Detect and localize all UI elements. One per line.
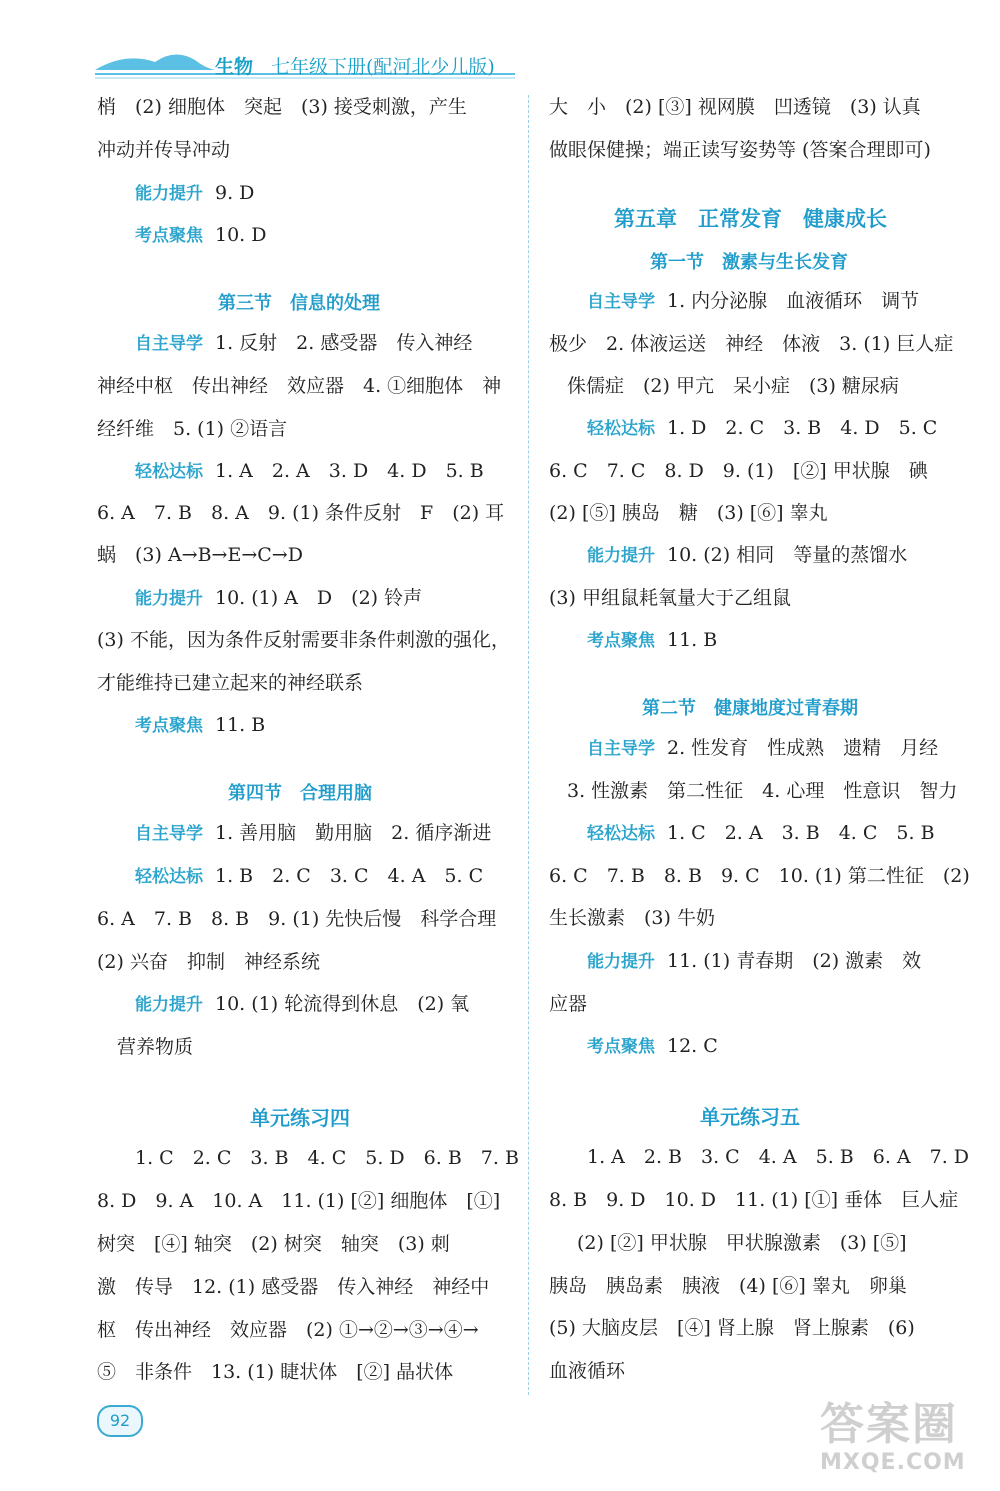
column-divider bbox=[528, 95, 529, 1395]
answer-line bbox=[135, 181, 254, 206]
text-line: 激 传导 12. (1) 感受器 传入神经 神经中 bbox=[97, 1276, 490, 1298]
section-heading: 第三节 信息的处理 bbox=[218, 293, 380, 314]
watermark-logo bbox=[820, 1400, 985, 1488]
answer-text: 1. 善用脑 勤用脑 2. 循序渐进 bbox=[215, 822, 492, 844]
answer-text: 1. B 2. C 3. C 4. A 5. C bbox=[215, 865, 484, 887]
text-line: ⑤ 非条件 13. (1) 睫状体 [②] 晶状体 bbox=[97, 1361, 454, 1383]
section-tag: 轻松达标 bbox=[135, 867, 203, 887]
page-number: 92 bbox=[97, 1405, 143, 1437]
text-line: (2) [②] 甲状腺 甲状腺激素 (3) [⑤] bbox=[577, 1232, 907, 1254]
answer-line bbox=[587, 821, 935, 846]
answer-line bbox=[135, 864, 483, 889]
section-heading: 第四节 合理用脑 bbox=[228, 783, 372, 804]
text-line: 8. D 9. A 10. A 11. (1) [②] 细胞体 [①] bbox=[97, 1190, 501, 1212]
text-line: 神经中枢 传出神经 效应器 4. ①细胞体 神 bbox=[97, 375, 502, 397]
answer-line bbox=[587, 416, 937, 441]
section-tag: 考点聚焦 bbox=[135, 716, 203, 736]
section-tag: 自主导学 bbox=[587, 292, 655, 312]
text-line: 大 小 (2) [③] 视网膜 凹透镜 (3) 认真 bbox=[549, 96, 921, 118]
text-line: 8. B 9. D 10. D 11. (1) [①] 垂体 巨人症 bbox=[549, 1189, 959, 1211]
text-line: (3) 不能，因为条件反射需要非条件刺激的强化， bbox=[97, 629, 510, 651]
text-line: 经纤维 5. (1) ②语言 bbox=[97, 418, 288, 440]
unit-heading: 单元练习四 bbox=[250, 1106, 350, 1130]
text-line: 冲动并传导冲动 bbox=[97, 139, 231, 161]
text-line: 侏儒症 (2) 甲亢 呆小症 (3) 糖尿病 bbox=[567, 375, 899, 397]
answer-line bbox=[587, 1034, 718, 1059]
chapter-heading: 第五章 正常发育 健康成长 bbox=[614, 207, 887, 231]
running-header bbox=[95, 40, 515, 85]
section-tag: 自主导学 bbox=[587, 739, 655, 759]
answer-line bbox=[587, 289, 919, 314]
text-line: 蜗 (3) A→B→E→C→D bbox=[97, 544, 303, 566]
text-line: 梢 (2) 细胞体 突起 (3) 接受刺激，产生 bbox=[97, 96, 467, 118]
section-tag: 能力提升 bbox=[587, 546, 655, 566]
text-line: 血液循环 bbox=[549, 1360, 626, 1382]
text-line: 6. C 7. B 8. B 9. C 10. (1) 第二性征 (2) bbox=[549, 865, 970, 887]
text-line: (3) 甲组鼠耗氧量大于乙组鼠 bbox=[549, 587, 791, 609]
text-line: (2) [⑤] 胰岛 糖 (3) [⑥] 睾丸 bbox=[549, 502, 828, 524]
header-edition: 七年级下册(配河北少儿版) bbox=[271, 56, 495, 78]
answer-line bbox=[135, 821, 491, 846]
text-line: 应器 bbox=[549, 993, 588, 1015]
answer-line bbox=[587, 543, 907, 568]
section-tag: 轻松达标 bbox=[587, 419, 655, 439]
text-line: (2) 兴奋 抑制 神经系统 bbox=[97, 951, 320, 973]
answer-text: 10. (2) 相同 等量的蒸馏水 bbox=[667, 544, 908, 566]
answer-text: 10. (1) 轮流得到休息 (2) 氧 bbox=[215, 993, 470, 1015]
watermark-bottom: MXQE.COM bbox=[820, 1450, 966, 1475]
answer-line bbox=[587, 949, 921, 974]
text-line: (5) 大脑皮层 [④] 肾上腺 肾上腺素 (6) bbox=[549, 1317, 915, 1339]
answer-text: 10. D bbox=[215, 224, 267, 246]
text-line: 6. C 7. C 8. D 9. (1) [②] 甲状腺 碘 bbox=[549, 460, 928, 482]
text-line: 1. C 2. C 3. B 4. C 5. D 6. B 7. B bbox=[135, 1147, 519, 1169]
section-heading: 第二节 健康地度过青春期 bbox=[642, 698, 858, 719]
answer-text: 1. 反射 2. 感受器 传入神经 bbox=[215, 332, 473, 354]
section-tag: 能力提升 bbox=[135, 589, 203, 609]
answer-text: 9. D bbox=[215, 182, 255, 204]
text-line: 营养物质 bbox=[117, 1036, 194, 1058]
answer-line bbox=[135, 586, 422, 611]
section-tag: 轻松达标 bbox=[587, 824, 655, 844]
section-heading: 第一节 激素与生长发育 bbox=[650, 252, 848, 273]
text-line: 做眼保健操；端正读写姿势等 (答案合理即可) bbox=[549, 139, 931, 161]
answer-line bbox=[587, 736, 938, 761]
section-tag: 能力提升 bbox=[135, 995, 203, 1015]
answer-line bbox=[135, 223, 267, 248]
unit-heading: 单元练习五 bbox=[700, 1105, 800, 1129]
answer-line bbox=[135, 992, 469, 1017]
section-tag: 能力提升 bbox=[135, 184, 203, 204]
text-line: 6. A 7. B 8. B 9. (1) 先快后慢 科学合理 bbox=[97, 908, 497, 930]
text-line: 胰岛 胰岛素 胰液 (4) [⑥] 睾丸 卵巢 bbox=[549, 1275, 907, 1297]
section-tag: 考点聚焦 bbox=[587, 1037, 655, 1057]
answer-line bbox=[135, 459, 484, 484]
answer-line bbox=[135, 713, 265, 738]
text-line: 极少 2. 体液运送 神经 体液 3. (1) 巨人症 bbox=[549, 333, 954, 355]
text-line: 1. A 2. B 3. C 4. A 5. B 6. A 7. D bbox=[587, 1146, 970, 1168]
watermark-top: 答案圈 bbox=[820, 1399, 958, 1450]
section-tag: 考点聚焦 bbox=[587, 631, 655, 651]
section-tag: 考点聚焦 bbox=[135, 226, 203, 246]
answer-text: 2. 性发育 性成熟 遗精 月经 bbox=[667, 737, 939, 759]
answer-text: 1. 内分泌腺 血液循环 调节 bbox=[667, 290, 920, 312]
answer-text: 12. C bbox=[667, 1035, 718, 1057]
answer-text: 1. D 2. C 3. B 4. D 5. C bbox=[667, 417, 938, 439]
answer-text: 11. B bbox=[667, 629, 718, 651]
section-tag: 轻松达标 bbox=[135, 462, 203, 482]
answer-text: 11. (1) 青春期 (2) 激素 效 bbox=[667, 950, 922, 972]
answer-text: 1. A 2. A 3. D 4. D 5. B bbox=[215, 460, 484, 482]
section-tag: 自主导学 bbox=[135, 334, 203, 354]
section-tag: 自主导学 bbox=[135, 824, 203, 844]
header-subject: 生物 bbox=[215, 56, 254, 78]
text-line: 6. A 7. B 8. A 9. (1) 条件反射 F (2) 耳 bbox=[97, 502, 505, 524]
section-tag: 能力提升 bbox=[587, 952, 655, 972]
text-line: 才能维持已建立起来的神经联系 bbox=[97, 672, 364, 694]
text-line: 枢 传出神经 效应器 (2) ①→②→③→④→ bbox=[97, 1319, 479, 1341]
header-title bbox=[215, 52, 495, 79]
text-line: 生长激素 (3) 牛奶 bbox=[549, 907, 715, 929]
answer-line bbox=[135, 331, 472, 356]
text-line: 树突 [④] 轴突 (2) 树突 轴突 (3) 刺 bbox=[97, 1233, 450, 1255]
answer-text: 1. C 2. A 3. B 4. C 5. B bbox=[667, 822, 935, 844]
text-line: 3. 性激素 第二性征 4. 心理 性意识 智力 bbox=[567, 780, 958, 802]
answer-line bbox=[587, 628, 717, 653]
answer-text: 11. B bbox=[215, 714, 266, 736]
answer-text: 10. (1) A D (2) 铃声 bbox=[215, 587, 423, 609]
